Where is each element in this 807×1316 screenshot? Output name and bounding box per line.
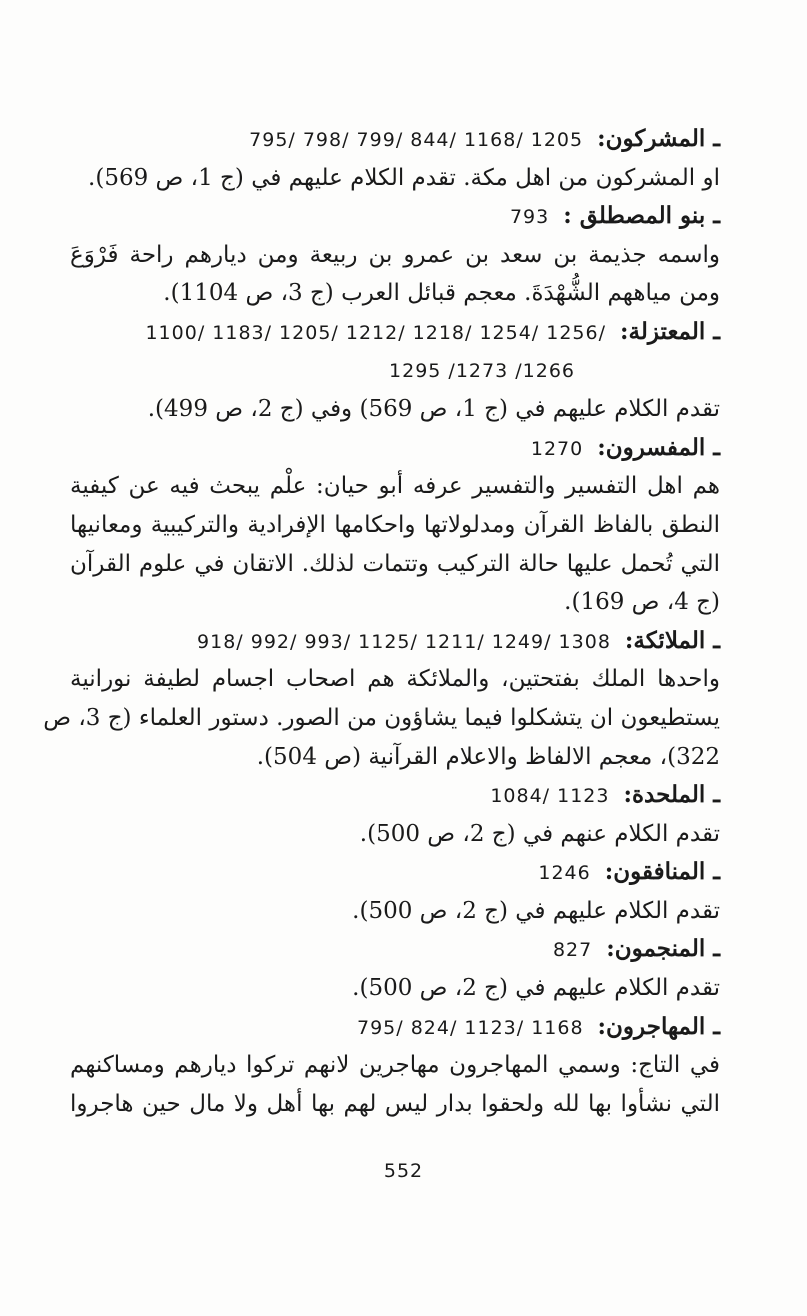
page-number: 552 — [383, 1160, 424, 1182]
entry-heading-label: ـ المفسرون: — [597, 433, 720, 461]
entry-heading — [70, 853, 720, 892]
entry-heading — [70, 197, 720, 236]
entry-heading — [70, 429, 720, 468]
entry-text-line: التي تُحمل عليها حالة التركيب وتتمات لذلك. الاتقان في علوم القرآن — [70, 550, 720, 577]
entry-heading — [70, 313, 720, 352]
entry-text-line: تقدم الكلام عليهم في (ج 2، ص 500). — [352, 897, 720, 924]
entry-heading — [70, 1008, 720, 1047]
entry-heading-label: ـ المهاجرون: — [597, 1012, 720, 1040]
entry-text-line: واحدها الملك بفتحتين، والملائكة هم اصحاب اجسام لطيفة نورانية — [70, 666, 720, 693]
entry-page-refs: 793 — [509, 206, 550, 229]
entry-heading — [70, 776, 720, 815]
entry-page-refs: 795/ 824/ 1123/ 1168 — [356, 1016, 584, 1039]
entry-text-line: في التاج: وسمي المهاجرون مهاجرين لانهم تركوا ديارهم ومساكنهم — [70, 1052, 720, 1079]
entry-page-refs: 827 — [552, 939, 593, 962]
entry-page-refs-continued: 1266/ 1273/ 1295 — [389, 359, 575, 382]
entry-heading-label: ـ المشركون: — [597, 125, 720, 152]
entry-heading-label: ـ المنجمون: — [606, 935, 720, 963]
entry-heading-label: ـ المنافقون: — [604, 858, 720, 886]
entry-heading — [70, 622, 720, 661]
entry-page-refs: 1084/ 1123 — [490, 785, 610, 808]
entry-page-refs: 1246 — [538, 862, 591, 885]
entry-page-refs: 918/ 992/ 993/ 1125/ 1211/ 1249/ 1308 — [197, 630, 611, 653]
entry-page-refs: 1270 — [530, 437, 584, 460]
entry-text-line: او المشركون من اهل مكة. تقدم الكلام عليهم في (ج 1، ص 569). — [88, 164, 720, 191]
entry-text-line: هم اهل التفسير والتفسير عرفه أبو حيان: علْم يبحث فيه عن كيفية — [70, 473, 720, 500]
entry-text-line: تقدم الكلام عليهم في (ج 2، ص 500). — [352, 975, 720, 1002]
entry-text-line: ومن مياههم الشُّهْدَةَ. معجم قبائل العرب (ج 3، ص 1104). — [163, 280, 720, 307]
page-body — [43, 120, 720, 1123]
entry-text-line: النطق بالفاظ القرآن ومدلولاتها واحكامها الإفرادية والتركيبية ومعانيها — [70, 511, 720, 538]
entry-heading — [70, 930, 720, 969]
entry-heading-label: ـ الملحدة: — [623, 781, 720, 809]
entry-text-line: واسمه جذيمة بن سعد بن عمرو بن ربيعة ومن ديارهم راحة فَرْوَعَ — [70, 241, 720, 268]
entry-heading-label: ـ بنو المصطلق : — [563, 202, 720, 230]
entry-page-refs: 795/ 798/ 799/ 844/ 1168/ 1205 — [249, 129, 584, 151]
entry-heading-label: ـ الملائكة: — [624, 626, 720, 654]
entry-text-line: التي نشأوا بها لله ولحقوا بدار ليس لهم بها أهل ولا مال حين هاجروا — [70, 1090, 720, 1117]
entry-text-line: (ج 4، ص 169). — [564, 589, 720, 616]
entry-text-line: تقدم الكلام عنهم في (ج 2، ص 500). — [359, 820, 720, 847]
entry-page-refs: 1100/ 1183/ 1205/ 1212/ 1218/ 1254/ 1256/ — [145, 321, 606, 344]
entry-text-line: 322)، معجم الالفاظ والاعلام القرآنية (ص 504). — [256, 743, 720, 770]
entry-heading — [70, 120, 720, 159]
entry-text-line: يستطيعون ان يتشكلوا فيما يشاؤون من الصور. دستور العلماء (ج 3، ص — [43, 704, 720, 731]
entry-heading-label: ـ المعتزلة: — [620, 317, 720, 345]
entry-text-line: تقدم الكلام عليهم في (ج 1، ص 569) وفي (ج 2، ص 499). — [147, 396, 720, 423]
